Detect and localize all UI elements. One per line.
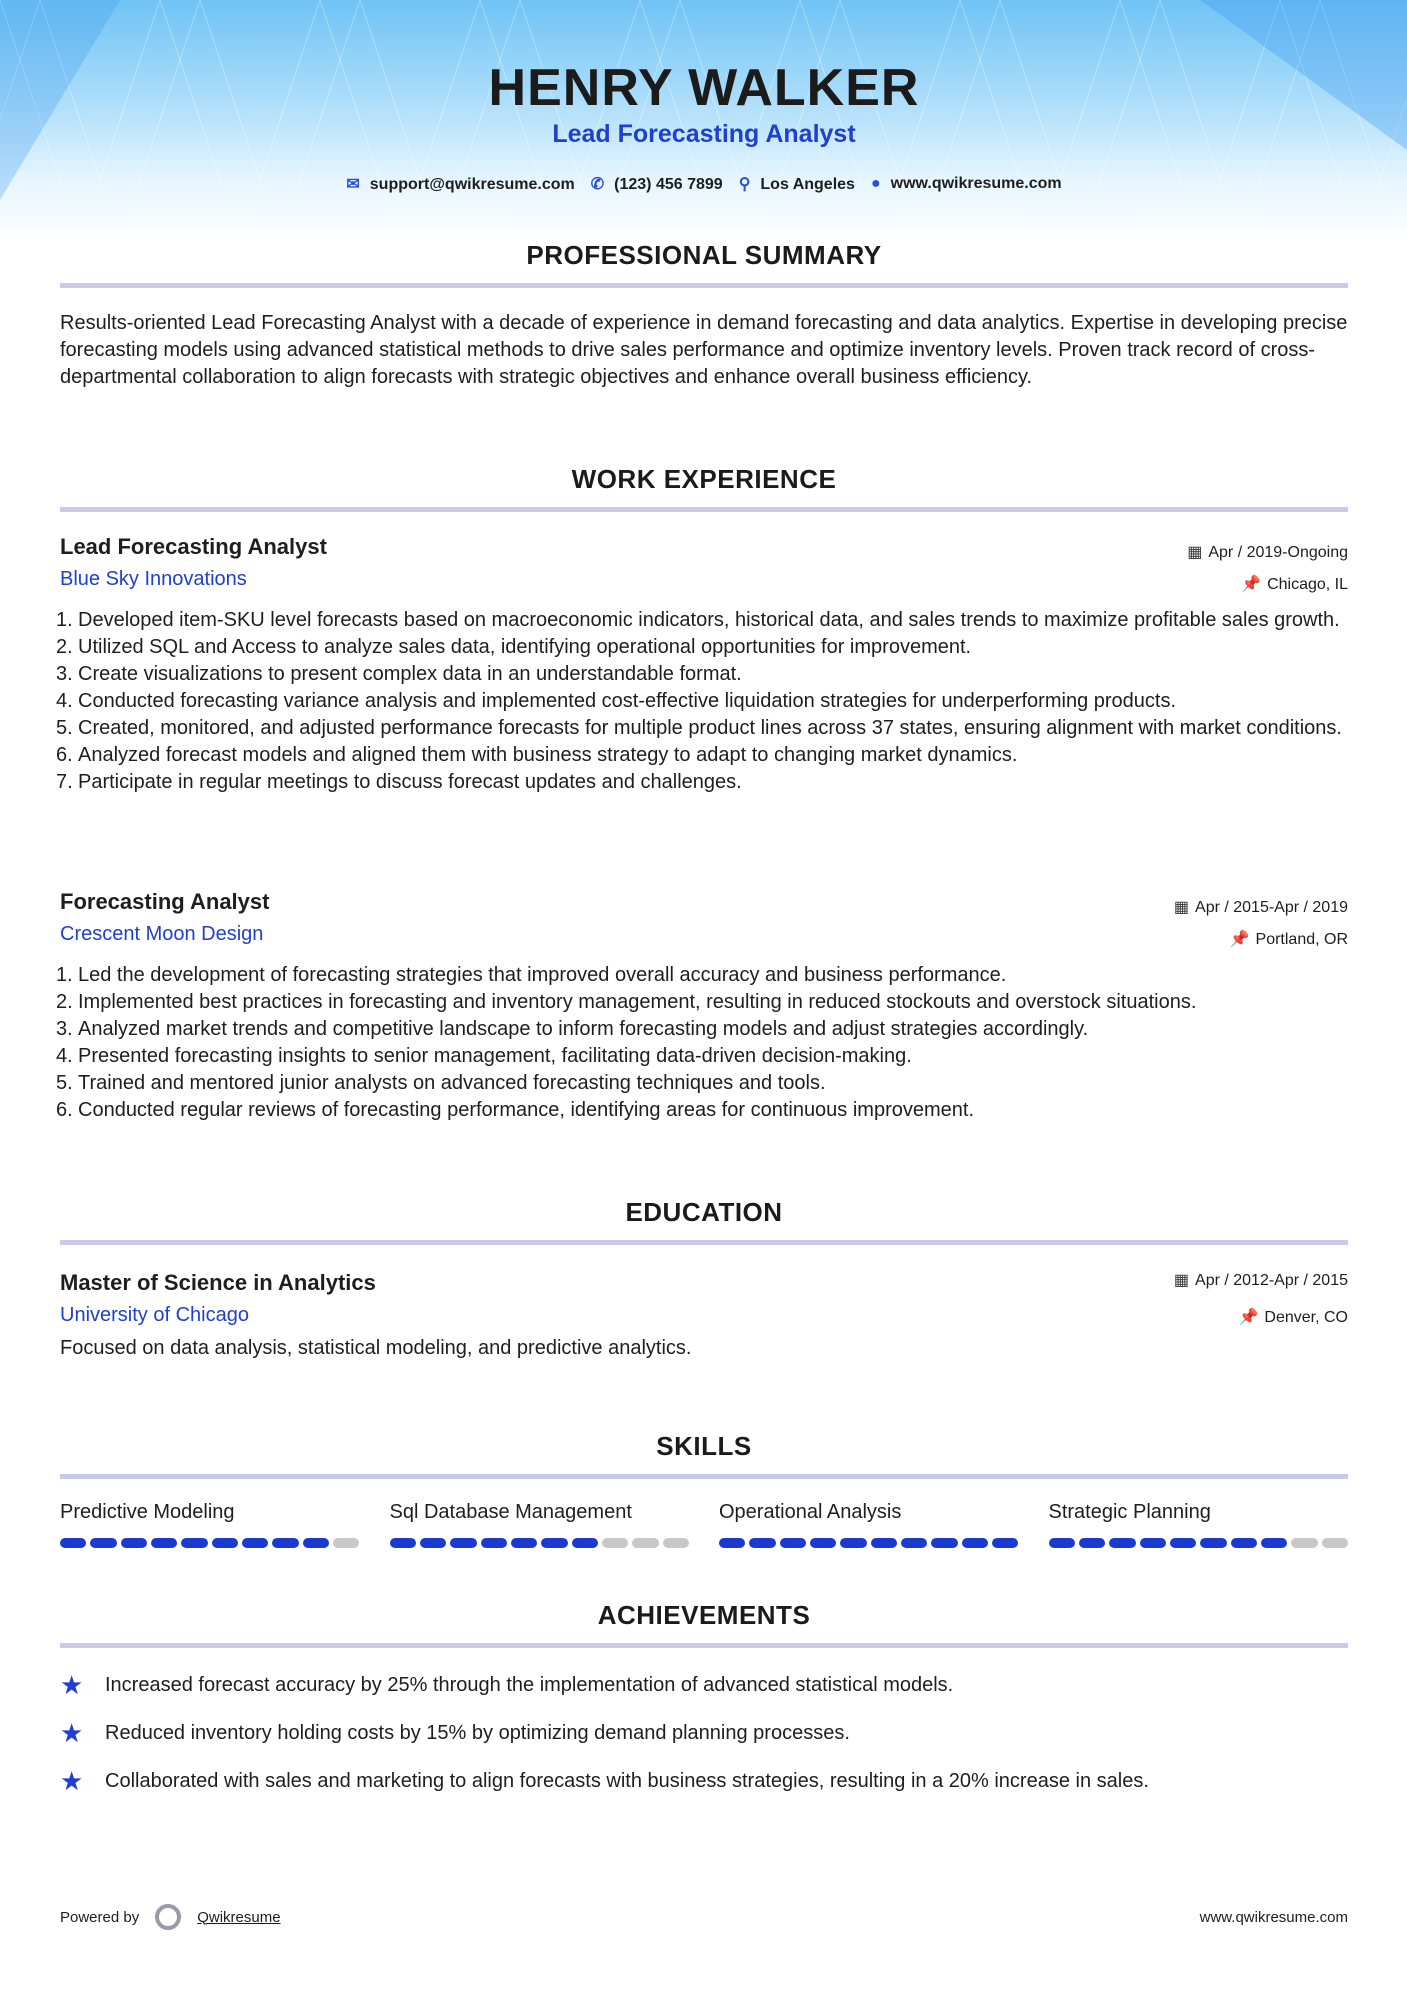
qwikresume-logo-icon — [155, 1904, 181, 1930]
calendar-icon: ▦ — [1173, 899, 1190, 916]
bullet: Create visualizations to present complex data in an understandable format. — [78, 663, 742, 685]
skill-segment — [60, 1538, 86, 1548]
skill-segment — [663, 1538, 689, 1548]
calendar-icon: ▦ — [1173, 1272, 1190, 1289]
education-text: Focused on data analysis, statistical modeling, and predictive analytics. — [60, 1337, 692, 1359]
skill-segment — [151, 1538, 177, 1548]
education-section — [60, 1197, 1348, 1245]
skill-segment — [1079, 1538, 1105, 1548]
section-heading: SKILLS — [656, 1431, 752, 1461]
skill-segment — [333, 1538, 359, 1548]
skill-segment — [840, 1538, 866, 1548]
candidate-title: Lead Forecasting Analyst — [552, 120, 856, 148]
experience-section — [60, 464, 1348, 512]
job-location: 📌 Chicago, IL — [1241, 576, 1348, 593]
powered-by-label: Powered by — [60, 1908, 140, 1926]
skills-section — [60, 1431, 1348, 1548]
education-location: 📌 Denver, CO — [1238, 1309, 1348, 1326]
contact-bar — [60, 174, 1348, 194]
skill-segment — [242, 1538, 268, 1548]
skill-segment — [1322, 1538, 1348, 1548]
skill-segment — [303, 1538, 329, 1548]
contact-phone[interactable]: ✆ (123) 456 7899 — [590, 176, 723, 193]
job-entry — [60, 534, 1348, 796]
achievement-item: ★ Increased forecast accuracy by 25% through the implementation of advanced statistical models. — [60, 1670, 954, 1700]
skill-segment — [181, 1538, 207, 1548]
bullet: Participate in regular meetings to discuss forecast updates and challenges. — [78, 771, 742, 793]
skill-segment — [1170, 1538, 1196, 1548]
job-dates: ▦ Apr / 2019-Ongoing — [1187, 544, 1348, 561]
job-title: Lead Forecasting Analyst — [60, 534, 327, 559]
skill-segment — [121, 1538, 147, 1548]
section-divider — [60, 1643, 1348, 1648]
section-divider — [60, 1474, 1348, 1479]
job-dates: ▦ Apr / 2015-Apr / 2019 — [1173, 899, 1348, 916]
star-icon: ★ — [60, 1766, 84, 1796]
bullet: Created, monitored, and adjusted performance forecasts for multiple product lines across 37 states, ensuring alignment with market conditions. — [78, 717, 1342, 739]
section-heading: ACHIEVEMENTS — [597, 1600, 811, 1630]
skill-segment — [992, 1538, 1018, 1548]
skill-segment — [541, 1538, 567, 1548]
skill-name: Operational Analysis — [719, 1501, 902, 1523]
footer-website[interactable]: www.qwikresume.com — [1199, 1908, 1348, 1926]
skill-level-bar — [719, 1538, 1019, 1548]
calendar-icon: ▦ — [1187, 544, 1203, 561]
skill-segment — [719, 1538, 745, 1548]
bullet: Trained and mentored junior analysts on advanced forecasting techniques and tools. — [78, 1072, 826, 1094]
skill-segment — [602, 1538, 628, 1548]
bullet: Led the development of forecasting strategies that improved overall accuracy and business performance. — [78, 964, 1007, 986]
bullet: Utilized SQL and Access to analyze sales data, identifying operational opportunities for improvement. — [78, 636, 972, 658]
education-dates: ▦ Apr / 2012-Apr / 2015 — [1173, 1272, 1348, 1289]
skill-item — [1049, 1501, 1349, 1548]
section-divider — [60, 283, 1348, 288]
skill-segment — [1140, 1538, 1166, 1548]
contact-website[interactable]: ● www.qwikresume.com — [870, 175, 1062, 192]
candidate-name: HENRY WALKER — [488, 59, 920, 117]
skill-segment — [1049, 1538, 1075, 1548]
education-entry — [60, 1270, 1348, 1362]
bullet: Analyzed forecast models and aligned them with business strategy to adapt to changing market dynamics. — [78, 744, 1018, 766]
job-title: Forecasting Analyst — [60, 889, 270, 914]
pin-icon: 📌 — [1229, 931, 1250, 948]
school-name: University of Chicago — [60, 1304, 249, 1326]
pin-icon: 📌 — [1241, 576, 1262, 593]
location-icon: ⚲ — [738, 176, 751, 193]
skill-level-bar — [60, 1538, 360, 1548]
brand-link[interactable]: Qwikresume — [197, 1908, 281, 1926]
skill-item — [390, 1501, 690, 1548]
skill-segment — [962, 1538, 988, 1548]
section-divider — [60, 1240, 1348, 1245]
achievements-section — [60, 1600, 1348, 1814]
skill-level-bar — [390, 1538, 690, 1548]
footer — [60, 1904, 1348, 1930]
skill-segment — [481, 1538, 507, 1548]
skill-segment — [871, 1538, 897, 1548]
star-icon: ★ — [60, 1718, 84, 1748]
job-bullets — [60, 962, 1348, 1124]
achievement-item: ★ Collaborated with sales and marketing to align forecasts with business strategies, resulting in a 20% increase in sales. — [60, 1766, 1149, 1796]
globe-icon: ● — [870, 175, 881, 192]
skill-segment — [931, 1538, 957, 1548]
section-heading: PROFESSIONAL SUMMARY — [526, 240, 882, 270]
skill-segment — [511, 1538, 537, 1548]
skill-segment — [632, 1538, 658, 1548]
skill-segment — [901, 1538, 927, 1548]
skill-name: Strategic Planning — [1048, 1501, 1211, 1523]
skill-segment — [90, 1538, 116, 1548]
achievement-item: ★ Reduced inventory holding costs by 15% by optimizing demand planning processes. — [60, 1718, 850, 1748]
star-icon: ★ — [60, 1670, 84, 1700]
skill-segment — [572, 1538, 598, 1548]
bullet: Presented forecasting insights to senior management, facilitating data-driven decision-making. — [78, 1045, 912, 1067]
company-name: Blue Sky Innovations — [60, 568, 247, 590]
skill-name: Sql Database Management — [389, 1501, 632, 1523]
skill-segment — [272, 1538, 298, 1548]
summary-text: Results-oriented Lead Forecasting Analyst with a decade of experience in demand forecasting and data analytics. Expertise in developing precise forecasting models using advanced statistical methods to drive sales performance and optimize inventory levels. Proven track record of cross-departmental collaboration to align forecasts with strategic objectives and enhance overall business efficiency. — [60, 312, 1348, 388]
mail-icon: ✉ — [346, 176, 360, 193]
pin-icon: 📌 — [1238, 1309, 1259, 1326]
skill-segment — [390, 1538, 416, 1548]
contact-location: ⚲ Los Angeles — [738, 176, 855, 193]
contact-email[interactable]: ✉ support@qwikresume.com — [346, 176, 575, 193]
skill-segment — [749, 1538, 775, 1548]
job-location: 📌 Portland, OR — [1229, 931, 1348, 948]
skill-level-bar — [1049, 1538, 1349, 1548]
skill-segment — [1291, 1538, 1317, 1548]
skill-segment — [1109, 1538, 1135, 1548]
skill-segment — [810, 1538, 836, 1548]
job-bullets — [60, 607, 1348, 796]
job-entry — [60, 889, 1348, 1124]
skill-segment — [420, 1538, 446, 1548]
company-name: Crescent Moon Design — [60, 923, 264, 945]
bullet: Analyzed market trends and competitive landscape to inform forecasting models and adjust strategies accordingly. — [78, 1018, 1089, 1040]
skill-item — [719, 1501, 1019, 1548]
bullet: Conducted regular reviews of forecasting performance, identifying areas for continuous improvement. — [78, 1099, 975, 1121]
skill-item — [60, 1501, 360, 1548]
skill-name: Predictive Modeling — [60, 1501, 235, 1523]
bullet: Developed item-SKU level forecasts based on macroeconomic indicators, historical data, and sales trends to maximize profitable sales growth. — [78, 609, 1340, 631]
bullet: Implemented best practices in forecasting and inventory management, resulting in reduced stockouts and overstock situations. — [78, 991, 1197, 1013]
bullet: Conducted forecasting variance analysis and implemented cost-effective liquidation strategies for underperforming products. — [78, 690, 1177, 712]
section-divider — [60, 507, 1348, 512]
skill-segment — [1200, 1538, 1226, 1548]
phone-icon: ✆ — [590, 176, 605, 193]
skill-segment — [1261, 1538, 1287, 1548]
degree: Master of Science in Analytics — [60, 1270, 376, 1295]
skill-segment — [450, 1538, 476, 1548]
section-heading: EDUCATION — [625, 1197, 783, 1227]
summary-section — [60, 240, 1348, 391]
skill-segment — [780, 1538, 806, 1548]
section-heading: WORK EXPERIENCE — [571, 464, 837, 494]
skill-segment — [212, 1538, 238, 1548]
skill-segment — [1231, 1538, 1257, 1548]
